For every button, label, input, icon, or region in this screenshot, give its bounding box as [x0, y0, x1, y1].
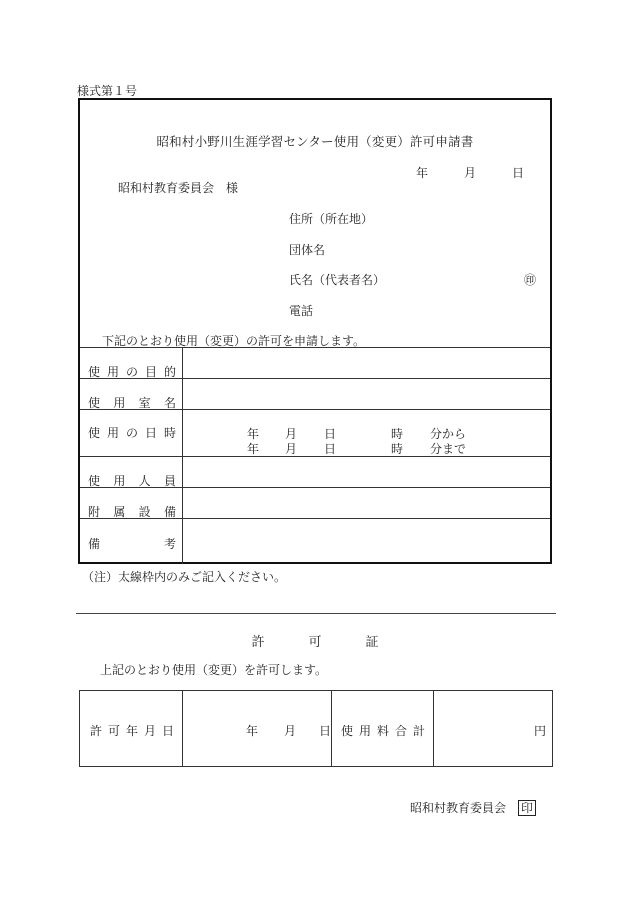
equipment-field[interactable] — [182, 488, 550, 518]
note-text: （注）太線枠内のみご記入ください。 — [82, 570, 287, 584]
time-from-minute: 分から — [430, 427, 467, 441]
time-from-month: 月 — [285, 427, 298, 441]
datetime-field[interactable] — [182, 410, 550, 456]
table-row-people — [80, 456, 550, 487]
phone-label: 電話 — [289, 304, 314, 318]
address-label: 住所（所在地） — [289, 212, 374, 226]
form-title: 昭和村小野川生涯学習センター使用（変更）許可申請書 — [156, 134, 474, 149]
seal-mark: ㊞ — [523, 273, 536, 287]
month-label: 月 — [463, 166, 476, 180]
table-row-room — [80, 378, 550, 409]
permit-date-field[interactable]: 年 月 日 — [182, 691, 331, 766]
purpose-label: 使 用 の 目 的 — [88, 365, 176, 379]
permit-date-label: 許 可 年 月 日 — [90, 724, 174, 738]
section-divider — [76, 613, 556, 614]
people-label: 使 用 人 員 — [88, 474, 176, 488]
time-to-year: 年 — [247, 442, 260, 456]
organization-label: 団体名 — [289, 243, 326, 257]
remarks-label: 備 考 — [88, 537, 176, 551]
request-text: 下記のとおり使用（変更）の許可を申請します。 — [102, 334, 366, 348]
time-to-month: 月 — [285, 442, 298, 456]
time-to-hour: 時 — [391, 442, 404, 456]
form-number: 様式第１号 — [77, 84, 138, 98]
table-row-purpose — [80, 347, 550, 378]
room-field[interactable] — [182, 379, 550, 409]
application-date — [416, 164, 524, 181]
time-from-hour: 時 — [391, 427, 404, 441]
fee-total-label: 使 用 料 合 計 — [331, 691, 433, 766]
time-from-year: 年 — [247, 427, 260, 441]
addressee: 昭和村教育委員会 様 — [118, 181, 239, 195]
fee-total-field[interactable]: 円 — [433, 691, 552, 766]
purpose-field[interactable] — [182, 348, 550, 378]
name-label: 氏名（代表者名） — [289, 273, 386, 287]
day-label: 日 — [511, 166, 524, 180]
year-label: 年 — [415, 166, 428, 180]
seal-stamp: 印 — [518, 800, 536, 816]
time-to-minute: 分まで — [430, 442, 467, 456]
permit-table — [79, 690, 553, 767]
table-row-remarks — [80, 518, 550, 564]
board-name: 昭和村教育委員会 — [410, 801, 507, 815]
permit-title: 許 可 証 — [251, 635, 379, 650]
time-from-day: 日 — [324, 427, 337, 441]
application-form-box — [78, 98, 552, 564]
people-field[interactable] — [182, 457, 550, 487]
remarks-field[interactable] — [182, 519, 550, 564]
time-to-day: 日 — [324, 442, 337, 456]
equipment-label: 附 属 設 備 — [88, 505, 176, 519]
table-row-datetime — [80, 409, 550, 456]
board-signature — [410, 799, 536, 816]
table-row-equipment — [80, 487, 550, 518]
room-label: 使 用 室 名 — [88, 396, 176, 410]
permit-text: 上記のとおり使用（変更）を許可します。 — [100, 663, 328, 677]
datetime-label: 使 用 の 日 時 — [88, 426, 176, 440]
